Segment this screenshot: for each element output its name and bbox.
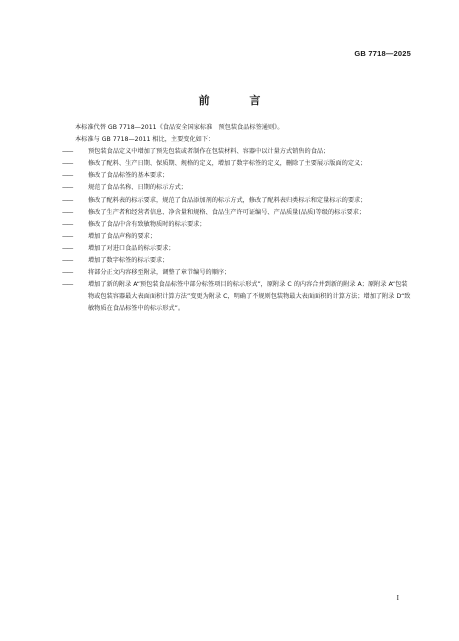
page-number: I	[396, 594, 399, 602]
change-item	[62, 207, 412, 219]
page-title: 前 言	[198, 94, 279, 107]
change-item	[62, 146, 412, 158]
change-item	[62, 231, 412, 243]
dash-marker: ——	[62, 281, 73, 289]
dash-marker: ——	[62, 232, 73, 240]
change-item-text: 修改了食品标签的基本要求；	[88, 172, 169, 180]
dash-marker: ——	[62, 172, 73, 180]
change-item-text: 增加了对进口食品的标示要求；	[88, 244, 175, 252]
change-item-text: 修改了生产者和经营者信息、净含量和规格、食品生产许可证编号、产品质量(品质)等级的标示要求；	[88, 208, 366, 216]
change-item	[62, 195, 412, 207]
change-item	[62, 255, 412, 267]
dash-marker: ——	[62, 148, 73, 156]
change-item	[62, 170, 412, 182]
dash-marker: ——	[62, 257, 73, 265]
change-item	[62, 243, 412, 255]
change-item	[62, 182, 412, 194]
change-item-text: 修改了食品中含有致敏物质时的标示要求；	[88, 220, 206, 228]
change-item-text: 增加了新的附录 A“预包装食品标签中部分标签项目的标示形式”，原附录 C 的内容合并到新的附录 A；原附录 A“包装物或包装容器最大表面面积计算方法”变更为附录 C，明确了不规则包装物最大表面面积的计算方法；增加了附录 D“致敏物质在食品标签中的标示形式”。	[88, 281, 411, 313]
dash-marker: ——	[62, 220, 73, 228]
change-item-text: 增加了数字标签的标示要求；	[88, 257, 169, 265]
change-item	[62, 267, 412, 279]
standard-code: GB 7718—2025	[354, 49, 411, 58]
dash-marker: ——	[62, 208, 73, 216]
intro-paragraph: 本标准代替 GB 7718—2011《食品安全国家标准 预包装食品标签通则》。	[75, 124, 284, 131]
dash-marker: ——	[62, 184, 73, 192]
foreword-body	[62, 122, 412, 316]
change-item	[62, 279, 412, 315]
change-item-text: 规范了食品名称、日期的标示方式；	[88, 184, 187, 192]
change-item-text: 修改了配料、生产日期、保质期、规格的定义，增加了数字标签的定义，删除了主要展示版面的定义；	[88, 160, 367, 168]
dash-marker: ——	[62, 160, 73, 168]
change-item	[62, 219, 412, 231]
change-item	[62, 158, 412, 170]
dash-marker: ——	[62, 196, 73, 204]
intro-paragraph: 本标准与 GB 7718—2011 相比，主要变化如下：	[75, 136, 215, 144]
change-item-text: 预包装食品定义中增加了预先包装或者制作在包装材料、容器中以计量方式销售的食品；	[88, 148, 330, 156]
dash-marker: ——	[62, 269, 73, 277]
change-item-text: 修改了配料表的标示要求，规范了食品添加剂的标示方式，修改了配料表归类标示和定量标示的要求；	[88, 196, 367, 204]
change-item-text: 将部分正文内容移至附录，调整了章节编号的顺序；	[88, 269, 231, 277]
dash-marker: ——	[62, 244, 73, 252]
change-item-text: 增加了食品声称的要求；	[88, 232, 157, 240]
